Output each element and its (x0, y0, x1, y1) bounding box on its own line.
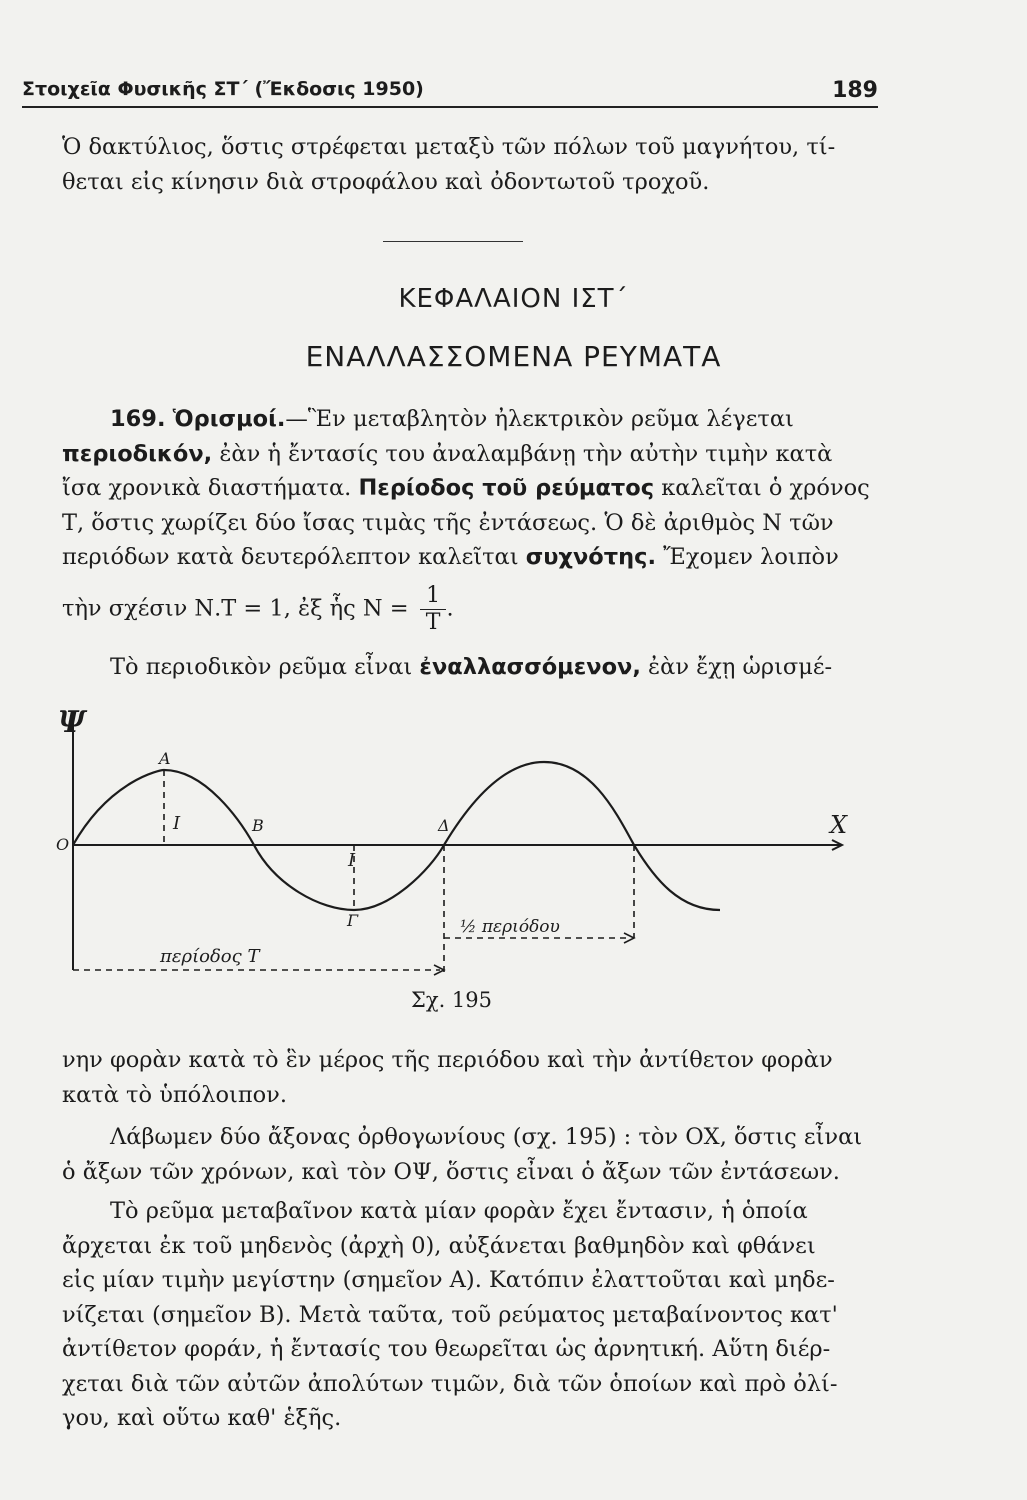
text-run: —Ἓν μεταβλητὸν ἠλεκτρικὸν ρεῦμα λέγεται (285, 406, 794, 432)
text-line: γου, καὶ οὕτω καθ' ἑξῆς. (62, 1405, 342, 1431)
text-line: ὁ ἄξων τῶν χρόνων, καὶ τὸν ΟΨ, ὅστις εἶναι ὁ ἄξων τῶν ἐντάσεων. (62, 1158, 840, 1185)
running-head (22, 76, 878, 108)
text-run: ἐὰν ἔχῃ ὡρισμέ- (640, 654, 833, 680)
text-line: Τ, ὅστις χωρίζει δύο ἴσας τιμὰς τῆς ἐντάσεως. Ὁ δὲ ἀριθμὸς Ν τῶν (62, 509, 834, 536)
text-run: ἴσα χρονικὰ διαστήματα. (62, 475, 359, 501)
figure-caption: Σχ. 195 (411, 988, 493, 1012)
intensity-positive-label: Ι (173, 813, 181, 834)
section-divider (383, 241, 523, 242)
sine-wave-figure (40, 700, 920, 990)
page-number: 189 (832, 78, 878, 103)
point-g-label: Γ (347, 911, 359, 930)
current-paragraph (62, 1194, 882, 1436)
fraction-numerator: 1 (420, 583, 447, 610)
fraction-denominator: Τ (425, 609, 441, 635)
text-line (62, 540, 884, 575)
alternating-paragraph (62, 650, 882, 685)
sine-curve (73, 762, 720, 910)
text-line: εἰς μίαν τιμὴν μεγίστην (σημεῖον Α). Κατόπιν ἐλαττοῦται καὶ μηδε- (62, 1267, 835, 1293)
text-line: χεται διὰ τῶν αὐτῶν ἀπολύτων τιμῶν, διὰ τῶν ὁποίων καὶ πρὸ ὀλί- (62, 1370, 838, 1397)
point-d-label: Δ (438, 816, 450, 835)
book-title: Στοιχεῖα Φυσικῆς ΣΤ΄ (Ἔκδοσις 1950) (22, 78, 424, 100)
axes-paragraph (62, 1120, 882, 1189)
fraction (420, 583, 447, 636)
text-line: νην φορὰν κατὰ τὸ ἓν μέρος τῆς περιόδου καὶ τὴν ἀντίθετον φορὰν (62, 1047, 833, 1073)
point-a-label: Α (159, 749, 171, 768)
origin-label: Ο (56, 835, 70, 854)
formula-line (62, 583, 884, 636)
text-run: Ἔχομεν λοιπὸν (656, 544, 839, 570)
after-figure-paragraph (62, 1043, 882, 1112)
text-line (62, 402, 884, 437)
definitions-paragraph (62, 402, 884, 636)
text-line (62, 471, 884, 506)
point-b-label: Β (252, 816, 264, 835)
section-heading: Ὁρισμοί. (172, 406, 286, 432)
y-axis-label: Ψ (58, 705, 86, 740)
intro-paragraph (62, 130, 882, 199)
text-line: θεται εἰς κίνησιν διὰ στροφάλου καὶ ὀδοντωτοῦ τροχοῦ. (62, 168, 710, 195)
term-alternating: ἐναλλασσόμενον, (419, 654, 641, 680)
text-run: Τὸ περιοδικὸν ρεῦμα εἶναι (110, 654, 420, 680)
term-periodic: περιοδικόν, (62, 440, 213, 467)
term-period: Περίοδος τοῦ ρεύματος (358, 475, 655, 501)
term-frequency: συχνότης. (525, 544, 656, 570)
text-line: ἀντίθετον φοράν, ἡ ἔντασίς του θεωρεῖται ὡς ἀρνητική. Αὕτη διέρ- (62, 1336, 831, 1362)
text-line: Τὸ ρεῦμα μεταβαῖνον κατὰ μίαν φορὰν ἔχει ἔντασιν, ἡ ὁποία (110, 1198, 808, 1224)
text-run: ἐὰν ἡ ἔντασίς του ἀναλαμβάνῃ τὴν αὐτὴν τιμὴν κατὰ (212, 440, 833, 467)
text-line (62, 437, 884, 472)
text-run: καλεῖται ὁ χρόνος (654, 475, 870, 501)
formula-text: τὴν σχέσιν Ν.Τ = 1, ἐξ ἧς Ν = (62, 595, 416, 621)
text-line: Λάβωμεν δύο ἄξονας ὀρθογωνίους (σχ. 195) : τὸν ΟΧ, ὅστις εἶναι (110, 1124, 863, 1150)
text-line: ἄρχεται ἐκ τοῦ μηδενὸς (ἀρχὴ 0), αὐξάνεται βαθμηδὸν καὶ φθάνει (62, 1232, 816, 1259)
period-label: περίοδος Τ (160, 946, 260, 967)
intensity-negative-label: Ι (348, 850, 356, 871)
text-line: κατὰ τὸ ὑπόλοιπον. (62, 1081, 287, 1108)
chapter-label: ΚΕΦΑΛΑΙΟΝ ΙΣΤ΄ (398, 284, 629, 314)
text-line (62, 650, 882, 685)
text-run: περιόδων κατὰ δευτερόλεπτον καλεῖται (62, 544, 526, 570)
x-axis-label: Χ (830, 811, 848, 839)
text-line: νίζεται (σημεῖον Β). Μετὰ ταῦτα, τοῦ ρεύματος μεταβαίνοντος κατ' (62, 1301, 838, 1328)
formula-end: . (446, 595, 454, 621)
half-period-label: ½ περιόδου (460, 917, 560, 937)
section-number: 169. (110, 406, 166, 432)
chapter-title: ΕΝΑΛΛΑΣΣΟΜΕΝΑ ΡΕΥΜΑΤΑ (305, 340, 722, 373)
text-line: Ὁ δακτύλιος, ὅστις στρέφεται μεταξὺ τῶν πόλων τοῦ μαγνήτου, τί- (62, 134, 836, 160)
